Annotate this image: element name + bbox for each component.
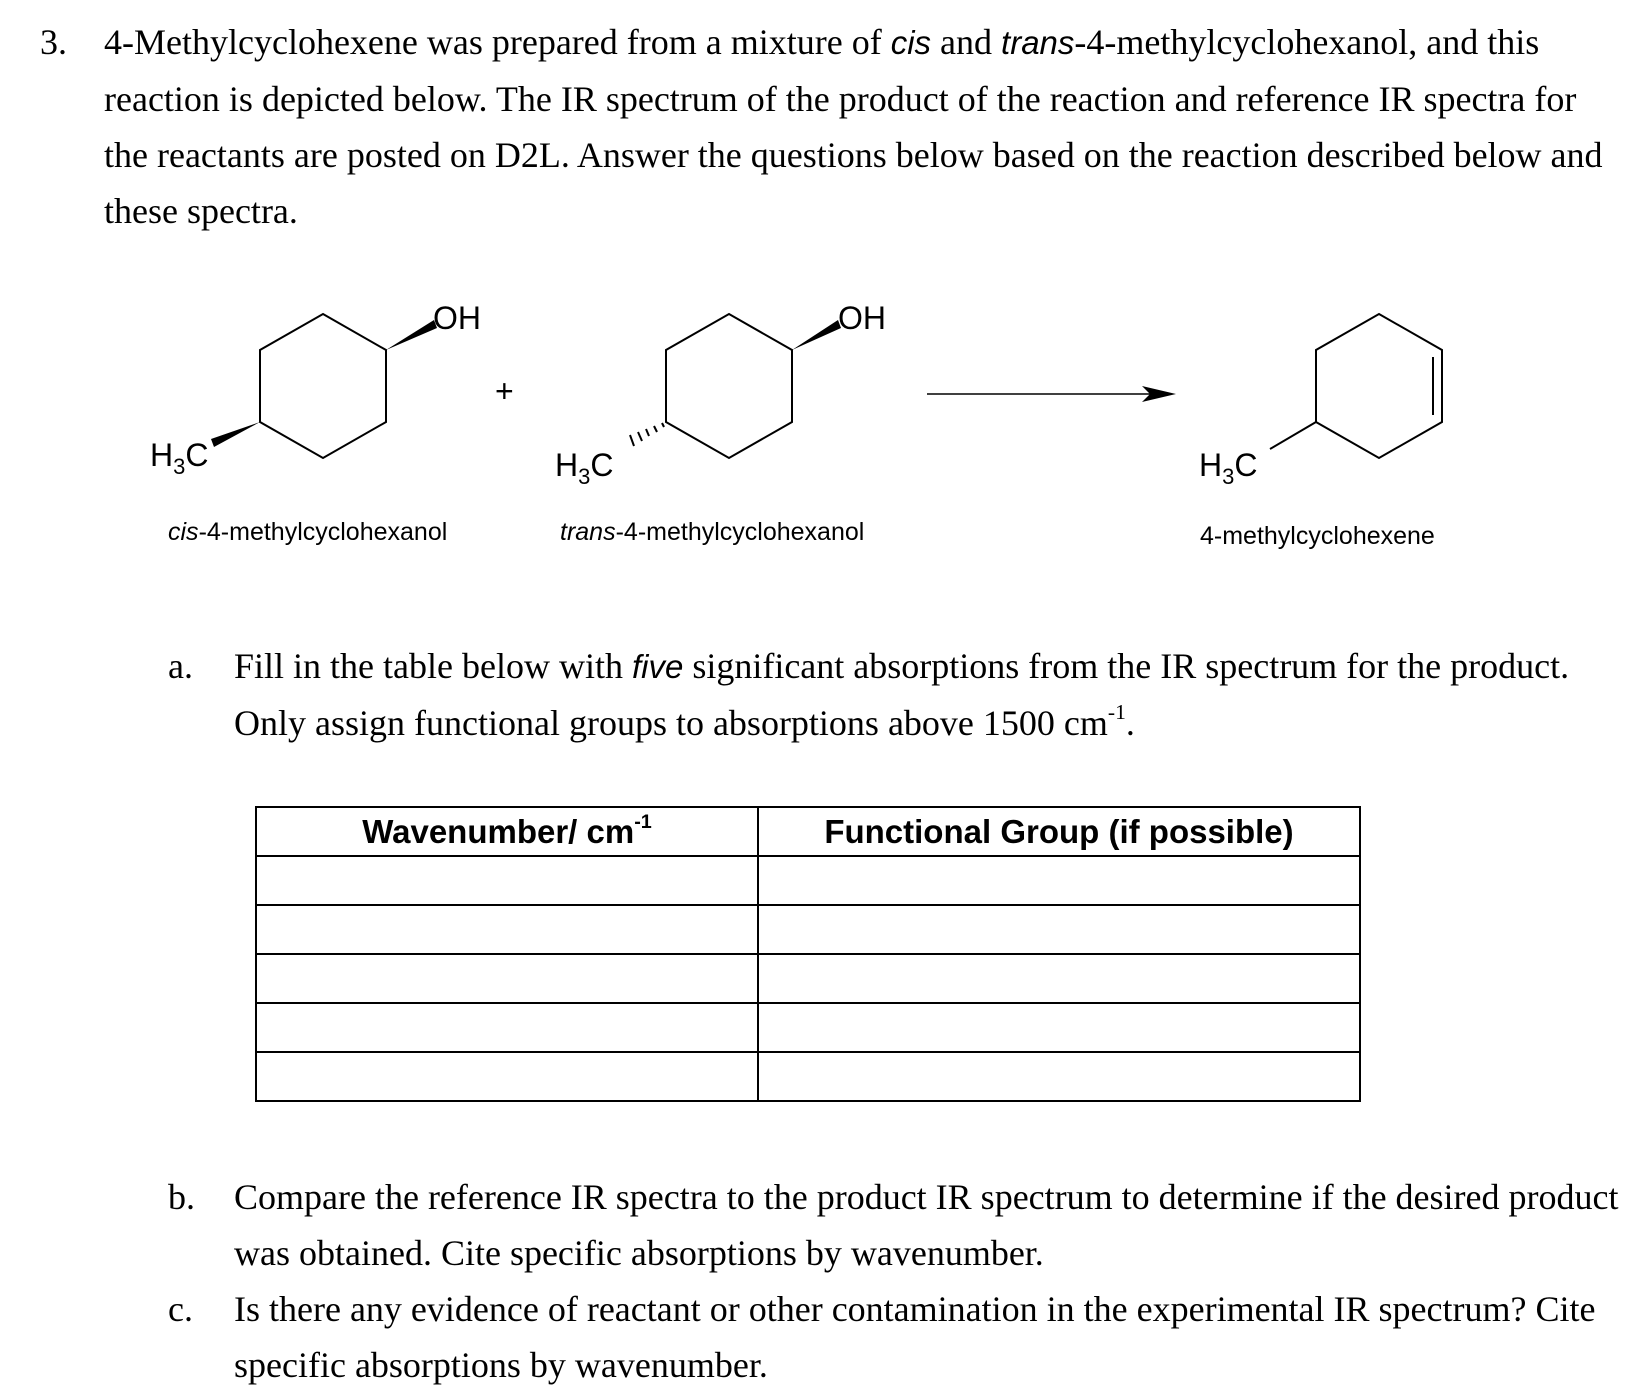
hash-bond-methyl (630, 423, 664, 446)
trans-4-methylcyclohexanol-label: trans-4-methylcyclohexanol (560, 518, 865, 546)
cyclohexane-ring (666, 314, 792, 458)
functional-group-cell[interactable] (758, 1003, 1360, 1052)
functional-group-header: Functional Group (if possible) (758, 807, 1360, 856)
part-a-emphasis: five (631, 648, 684, 685)
cyclohexane-ring (260, 314, 386, 458)
question-text-trans: trans (1001, 24, 1075, 61)
question-text-part: 4-Methylcyclohexene was prepared from a mixture of (104, 22, 891, 62)
table-row (256, 1003, 1360, 1052)
ir-absorption-table (255, 806, 1361, 1102)
table-row (256, 905, 1360, 954)
table-header-row (256, 807, 1360, 856)
cis-4-methylcyclohexanol-structure (150, 300, 481, 546)
part-a-text-2: significant absorptions from the IR spectrum for the product. Only assign functional groups to absorptions above 1500 cm (234, 646, 1570, 743)
functional-group-cell[interactable] (758, 905, 1360, 954)
reaction-arrow (927, 386, 1176, 402)
question-number: 3. (40, 22, 67, 62)
wedge-bond-methyl (211, 422, 260, 447)
part-a-text-end: . (1125, 703, 1135, 743)
part-a-superscript: -1 (1107, 699, 1126, 724)
trans-4-methylcyclohexanol-structure (555, 300, 886, 546)
table-row (256, 856, 1360, 905)
plus-sign: + (495, 373, 514, 409)
4-methylcyclohexene-label: 4-methylcyclohexene (1200, 522, 1435, 550)
functional-group-cell[interactable] (758, 954, 1360, 1003)
part-b-letter: b. (168, 1177, 195, 1217)
table-row (256, 954, 1360, 1003)
wavenumber-cell[interactable] (256, 856, 758, 905)
methyl-label: $H_3C$ (1199, 447, 1258, 489)
table-row (256, 1052, 1360, 1101)
question-text-cis: cis (890, 24, 932, 61)
part-a-text (234, 638, 1624, 751)
methyl-label: $H_3C$ (555, 447, 614, 489)
wavenumber-cell[interactable] (256, 1003, 758, 1052)
wavenumber-cell[interactable] (256, 905, 758, 954)
question-text-part: and (931, 22, 1002, 62)
4-methylcyclohexene-structure (1199, 314, 1442, 550)
part-a-text-1: Fill in the table below with (234, 646, 632, 686)
hydroxyl-label: OH (838, 300, 886, 336)
wavenumber-header-superscript: -1 (634, 810, 652, 833)
functional-group-cell[interactable] (758, 1052, 1360, 1101)
reaction-scheme (0, 0, 1648, 560)
functional-group-cell[interactable] (758, 856, 1360, 905)
cyclohexene-ring (1316, 314, 1442, 458)
hydroxyl-label: OH (433, 300, 481, 336)
part-c-letter: c. (168, 1289, 193, 1329)
wavenumber-cell[interactable] (256, 1052, 758, 1101)
part-a-letter: a. (168, 646, 193, 686)
cis-4-methylcyclohexanol-label: cis-4-methylcyclohexanol (168, 518, 448, 546)
methyl-bond (1270, 422, 1316, 449)
wedge-bond-oh (792, 320, 841, 350)
part-b-text: Compare the reference IR spectra to the product IR spectrum to determine if the desired product was obtained. Cite specific absorptions by wavenumber. (234, 1177, 1619, 1273)
wavenumber-header: Wavenumber/ $cm^{-1}$ (256, 807, 758, 856)
part-c-text: Is there any evidence of reactant or other contamination in the experimental IR spectrum? Cite specific absorptions by wavenumber. (234, 1289, 1596, 1385)
wavenumber-cell[interactable] (256, 954, 758, 1003)
wedge-bond-oh (386, 320, 437, 350)
methyl-label: $H_3C$ (150, 437, 209, 479)
question-text-part: -4-methylcyclohexanol, and this reaction is depicted below. The IR spectrum of the product of the reaction and reference IR spectra for the reactants are posted on D2L. Answer the questions below based on the reaction described below and these spectra. (104, 22, 1603, 231)
